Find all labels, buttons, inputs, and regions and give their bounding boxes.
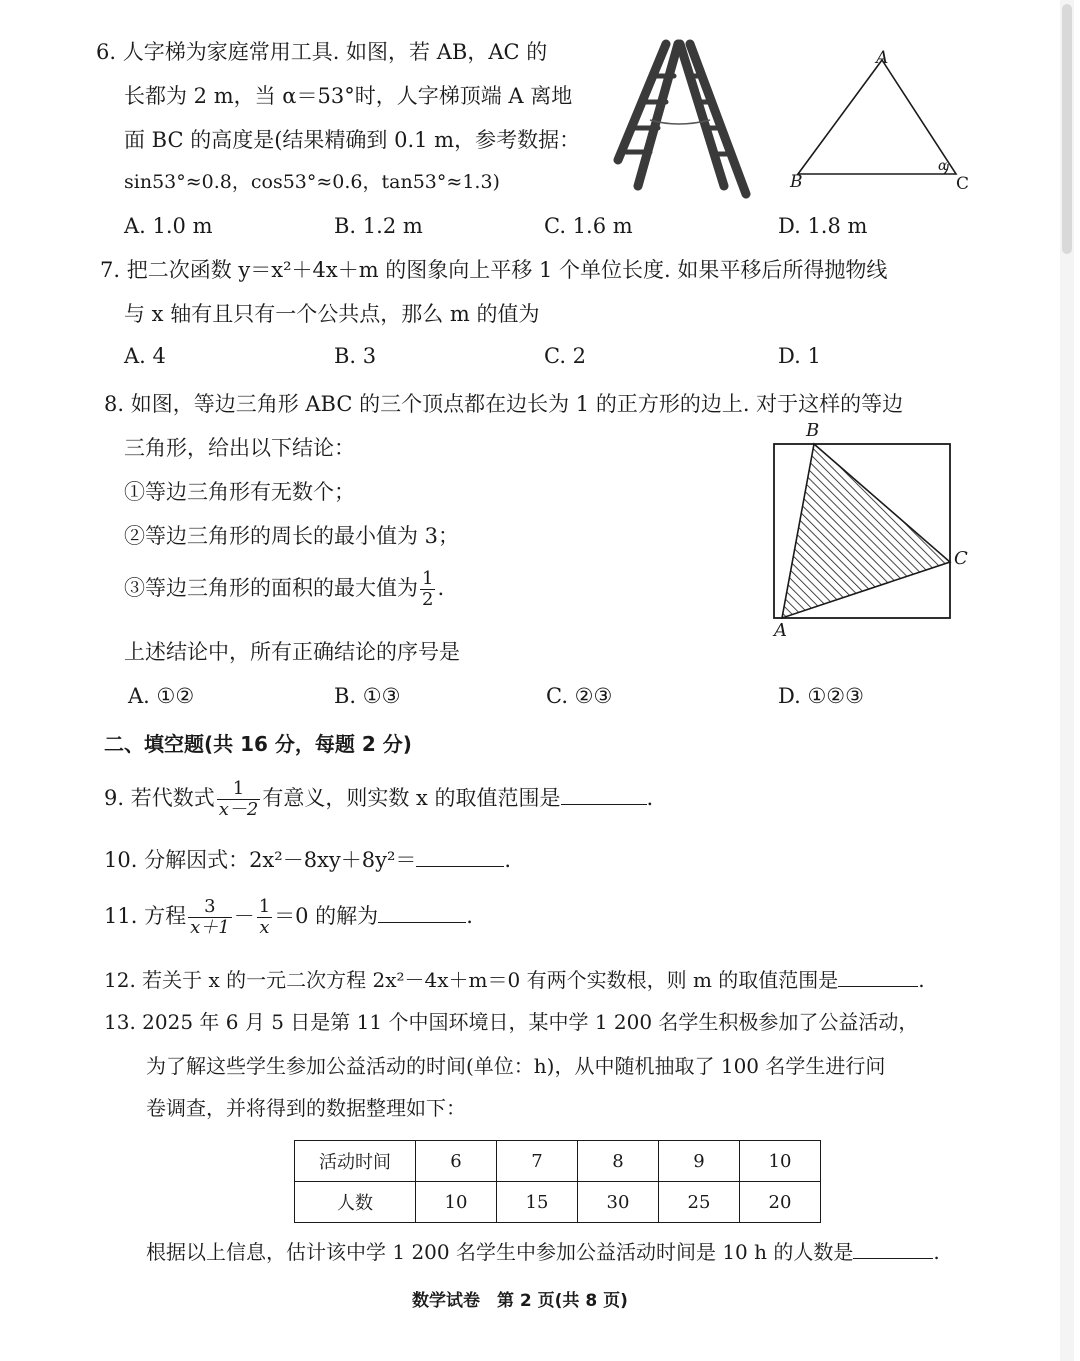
table-row (295, 1182, 821, 1223)
q11-suffix: ＝0 的解为 (274, 904, 379, 928)
q12-text: 12. 若关于 x 的一元二次方程 2x²－4x＋m＝0 有两个实数根，则 m 的取值范围是 (104, 968, 839, 992)
q11-minus: － (233, 904, 255, 928)
table-cell: 10 (416, 1182, 497, 1223)
table-cell: 30 (578, 1182, 659, 1223)
q9-suffix: 有意义，则实数 x 的取值范围是 (262, 786, 561, 810)
section-heading: 二、填空题(共 16 分，每题 2 分) (104, 732, 412, 756)
q7-line-1: 7. 把二次函数 y＝x²＋4x＋m 的图象向上平移 1 个单位长度. 如果平移后所得抛物线 (100, 258, 888, 282)
q8-option-a: A. ①② (128, 684, 195, 708)
q13-line-4 (146, 1238, 940, 1266)
answer-blank[interactable] (853, 1238, 933, 1259)
q6-fig-label-alpha: α (938, 158, 948, 174)
q6-line-4: sin53°≈0.8，cos53°≈0.6，tan53°≈1.3) (124, 171, 500, 193)
square-triangle-figure (770, 440, 954, 620)
q12-end: . (918, 968, 925, 992)
fraction-denominator: x－2 (218, 799, 259, 820)
q11-fraction-1 (188, 897, 232, 938)
fraction-numerator: 1 (422, 568, 434, 589)
q8-conclusion-3 (124, 566, 444, 610)
answer-blank[interactable] (838, 966, 918, 987)
q11-line (104, 894, 473, 938)
q11-prefix: 11. 方程 (104, 904, 187, 928)
activity-time-table (294, 1140, 821, 1223)
fraction-denominator: 2 (422, 589, 434, 610)
table-cell: 7 (497, 1141, 578, 1182)
q9-line (104, 776, 653, 820)
q11-fraction-2 (257, 897, 272, 938)
table-cell: 20 (740, 1182, 821, 1223)
q9-end: . (646, 786, 654, 810)
table-header-cell: 人数 (295, 1182, 416, 1223)
q8-line-2: 三角形，给出以下结论： (124, 436, 355, 460)
q10-text: 10. 分解因式：2x²－8xy＋8y²＝ (104, 848, 417, 872)
q8-fig-label-c: C (954, 548, 968, 569)
fraction-numerator: 1 (217, 779, 261, 800)
q8-conclusion-2: ②等边三角形的周长的最小值为 3； (124, 524, 460, 548)
fraction-numerator: 1 (258, 896, 271, 917)
q8-conclusion-3-end: . (437, 576, 445, 600)
table-header-cell: 活动时间 (295, 1141, 416, 1182)
page-footer: 数学试卷 第 2 页(共 8 页) (412, 1291, 628, 1311)
table-cell: 6 (416, 1141, 497, 1182)
q13-line-2: 为了解这些学生参加公益活动的时间(单位：h)，从中随机抽取了 100 名学生进行问 (146, 1054, 886, 1078)
answer-blank[interactable] (416, 846, 504, 867)
q8-fig-label-a: A (774, 620, 787, 641)
q6-option-c: C. 1.6 m (544, 214, 633, 238)
q6-line-2: 长都为 2 m，当 α＝53°时，人字梯顶端 A 离地 (124, 84, 573, 108)
table-cell: 15 (497, 1182, 578, 1223)
table-cell: 8 (578, 1141, 659, 1182)
q8-conclusion-3-text: ③等边三角形的面积的最大值为 (124, 576, 418, 600)
q6-line-3: 面 BC 的高度是(结果精确到 0.1 m，参考数据： (124, 128, 581, 152)
scrollbar-thumb[interactable] (1062, 4, 1072, 254)
q10-end: . (504, 848, 512, 872)
q13-line-1: 13. 2025 年 6 月 5 日是第 11 个中国环境日，某中学 1 200 名学生积极参加了公益活动， (104, 1010, 919, 1034)
answer-blank[interactable] (561, 784, 647, 805)
q8-option-b: B. ①③ (334, 684, 401, 708)
q8-option-c: C. ②③ (546, 684, 613, 708)
fraction-denominator: x (259, 917, 270, 938)
q6-option-a: A. 1.0 m (124, 214, 213, 238)
q13-line-3: 卷调查，并将得到的数据整理如下： (146, 1096, 466, 1120)
q9-prefix: 9. 若代数式 (104, 786, 215, 810)
q13-question-text: 根据以上信息，估计该中学 1 200 名学生中参加公益活动时间是 10 h 的人数是 (146, 1240, 854, 1264)
fraction-one-half (420, 569, 435, 610)
table-cell: 10 (740, 1141, 821, 1182)
triangle-figure (782, 46, 982, 196)
answer-blank[interactable] (378, 902, 466, 923)
table-cell: 9 (659, 1141, 740, 1182)
q10-line (104, 846, 511, 874)
q6-option-b: B. 1.2 m (334, 214, 423, 238)
fraction-denominator: x＋1 (190, 917, 230, 938)
q6-option-d: D. 1.8 m (778, 214, 868, 238)
fraction-numerator: 3 (188, 897, 232, 918)
q6-fig-label-a: A (876, 48, 889, 68)
table-row (295, 1141, 821, 1182)
q7-option-b: B. 3 (334, 344, 377, 368)
q13-end: . (933, 1240, 940, 1264)
q8-fig-label-b: B (806, 420, 820, 441)
q8-option-d: D. ①②③ (778, 684, 864, 708)
q6-line-1: 6. 人字梯为家庭常用工具. 如图，若 AB，AC 的 (96, 40, 548, 64)
q7-option-c: C. 2 (544, 344, 587, 368)
q7-option-d: D. 1 (778, 344, 821, 368)
ladder-image (606, 36, 782, 204)
q6-fig-label-c: C (956, 174, 970, 194)
q12-line (104, 966, 925, 994)
q6-fig-label-b: B (790, 172, 803, 192)
q7-option-a: A. 4 (124, 344, 166, 368)
q9-fraction (217, 779, 261, 820)
table-cell: 25 (659, 1182, 740, 1223)
q11-end: . (466, 904, 473, 928)
q7-line-2: 与 x 轴有且只有一个公共点，那么 m 的值为 (124, 302, 540, 326)
q8-line-1: 8. 如图，等边三角形 ABC 的三个顶点都在边长为 1 的正方形的边上. 对于这样的等边 (104, 392, 904, 416)
q8-conclusion-1: ①等边三角形有无数个； (124, 480, 355, 504)
q8-line-6: 上述结论中，所有正确结论的序号是 (124, 640, 460, 664)
